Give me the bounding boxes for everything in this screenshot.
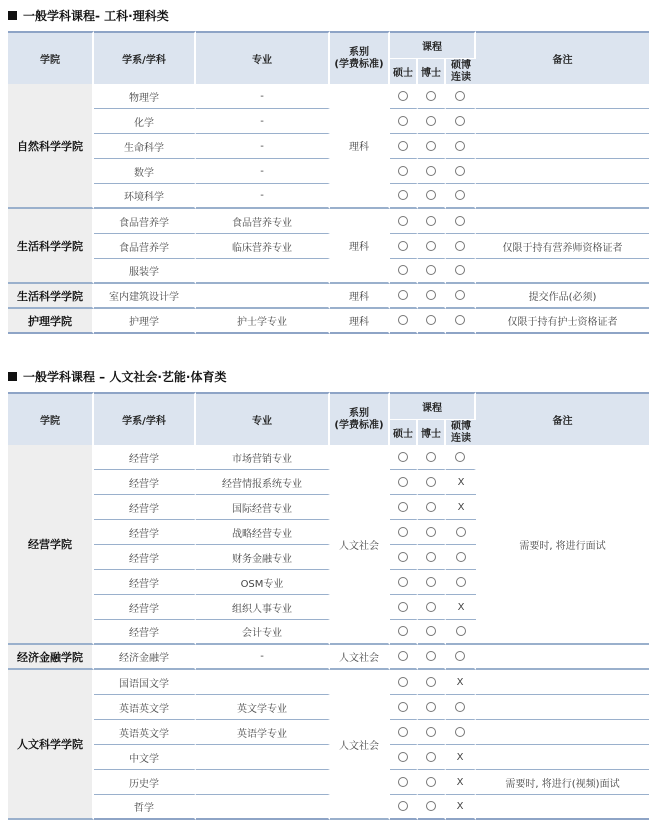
major-cell [196, 770, 330, 795]
category-cell: 理科 [330, 309, 390, 334]
master-cell [390, 259, 418, 284]
header-department: 学系/学科 [94, 392, 196, 445]
department-cell: 经营学 [94, 545, 196, 570]
department-cell: 室内建筑设计学 [94, 284, 196, 309]
circle-icon [398, 801, 408, 811]
circle-icon [455, 141, 465, 151]
remark-cell [476, 134, 649, 159]
circle-icon [426, 290, 436, 300]
major-cell: - [196, 645, 330, 670]
doctor-cell [418, 309, 446, 334]
department-cell: 历史学 [94, 770, 196, 795]
circle-icon [398, 315, 408, 325]
master-cell [390, 595, 418, 620]
combined-cell [446, 570, 476, 595]
circle-icon [455, 452, 465, 462]
major-cell: 财务金融专业 [196, 545, 330, 570]
circle-icon [426, 777, 436, 787]
table-row [8, 84, 649, 109]
header-combined-line1: 硕博 [451, 59, 471, 71]
circle-icon [398, 677, 408, 687]
major-cell: 国际经营专业 [196, 495, 330, 520]
master-cell [390, 670, 418, 695]
circle-icon [426, 801, 436, 811]
circle-icon [426, 577, 436, 587]
department-cell: 经营学 [94, 470, 196, 495]
master-cell [390, 234, 418, 259]
doctor-cell [418, 520, 446, 545]
category-cell: 理科 [330, 209, 390, 284]
circle-icon [455, 702, 465, 712]
combined-cell [446, 234, 476, 259]
circle-icon [398, 265, 408, 275]
doctor-cell [418, 284, 446, 309]
remark-cell [476, 645, 649, 670]
header-category-sub: (学费标准) [334, 58, 384, 70]
major-cell: - [196, 84, 330, 109]
remark-cell [476, 184, 649, 209]
header-master: 硕士 [390, 419, 418, 445]
circle-icon [455, 190, 465, 200]
doctor-cell [418, 720, 446, 745]
circle-icon [426, 315, 436, 325]
circle-icon [426, 752, 436, 762]
remark-cell: 仅限于持有营养师资格证者 [476, 234, 649, 259]
circle-icon [426, 727, 436, 737]
table-row [8, 795, 649, 820]
circle-icon [426, 527, 436, 537]
header-college: 学院 [8, 392, 94, 445]
table-row [8, 645, 649, 670]
circle-icon [398, 527, 408, 537]
header-courses: 课程 [390, 392, 476, 419]
circle-icon [426, 166, 436, 176]
department-cell: 经营学 [94, 620, 196, 645]
department-cell: 经营学 [94, 570, 196, 595]
department-cell: 经营学 [94, 445, 196, 470]
major-cell: - [196, 184, 330, 209]
master-cell [390, 520, 418, 545]
circle-icon [455, 166, 465, 176]
major-cell: - [196, 109, 330, 134]
table-row [8, 209, 649, 234]
combined-cell [446, 84, 476, 109]
college-name: 人文科学学院 [8, 670, 94, 820]
department-cell: 经营学 [94, 520, 196, 545]
x-mark: X [456, 751, 464, 763]
header-combined [446, 58, 476, 84]
circle-icon [426, 190, 436, 200]
circle-icon [398, 190, 408, 200]
major-cell [196, 284, 330, 309]
section-title-humanities: 一般学科课程 – 人文社会·艺能·体育类 [8, 367, 226, 387]
department-cell: 数学 [94, 159, 196, 184]
table-row [8, 284, 649, 309]
circle-icon [398, 216, 408, 226]
header-remarks: 备注 [476, 392, 649, 445]
combined-cell [446, 745, 476, 770]
table-row [8, 670, 649, 695]
category-cell: 理科 [330, 84, 390, 209]
master-cell [390, 795, 418, 820]
department-cell: 环境科学 [94, 184, 196, 209]
circle-icon [398, 752, 408, 762]
circle-icon [398, 452, 408, 462]
combined-cell [446, 770, 476, 795]
master-cell [390, 620, 418, 645]
category-cell: 人文社会 [330, 670, 390, 820]
table-row [8, 159, 649, 184]
combined-cell [446, 695, 476, 720]
college-name: 经营学院 [8, 445, 94, 645]
circle-icon [426, 502, 436, 512]
doctor-cell [418, 84, 446, 109]
x-mark: X [457, 476, 465, 488]
circle-icon [456, 527, 466, 537]
department-cell: 哲学 [94, 795, 196, 820]
remark-cell: 仅限于持有护士资格证者 [476, 309, 649, 334]
major-cell: 市场营销专业 [196, 445, 330, 470]
master-cell [390, 445, 418, 470]
combined-cell [446, 495, 476, 520]
header-college: 学院 [8, 31, 94, 84]
table-row [8, 770, 649, 795]
x-mark: X [456, 801, 464, 812]
circle-icon [398, 502, 408, 512]
master-cell [390, 84, 418, 109]
circle-icon [455, 241, 465, 251]
master-cell [390, 209, 418, 234]
remark-cell [476, 109, 649, 134]
department-cell: 物理学 [94, 84, 196, 109]
circle-icon [426, 216, 436, 226]
section-title-science: 一般学科课程- 工科·理科类 [8, 6, 169, 26]
header-category-sub: (学费标准) [334, 419, 384, 431]
combined-cell [446, 159, 476, 184]
table-row [8, 309, 649, 334]
header-master: 硕士 [390, 58, 418, 84]
circle-icon [398, 477, 408, 487]
table-row [8, 109, 649, 134]
combined-cell [446, 259, 476, 284]
remark-cell [476, 209, 649, 234]
major-cell [196, 795, 330, 820]
header-category [330, 31, 390, 84]
circle-icon [456, 577, 466, 587]
circle-icon [426, 477, 436, 487]
major-cell: - [196, 159, 330, 184]
circle-icon [426, 116, 436, 126]
master-cell [390, 720, 418, 745]
major-cell [196, 259, 330, 284]
table-row [8, 445, 649, 470]
circle-icon [455, 216, 465, 226]
major-cell: OSM专业 [196, 570, 330, 595]
combined-cell [446, 595, 476, 620]
doctor-cell [418, 745, 446, 770]
circle-icon [455, 727, 465, 737]
category-cell: 人文社会 [330, 445, 390, 645]
circle-icon [398, 166, 408, 176]
major-cell: 组织人事专业 [196, 595, 330, 620]
college-name: 生活科学学院 [8, 284, 94, 309]
header-combined-line2: 连读 [451, 71, 471, 83]
doctor-cell [418, 445, 446, 470]
combined-cell [446, 184, 476, 209]
circle-icon [398, 702, 408, 712]
remark-cell [476, 795, 649, 820]
circle-icon [398, 290, 408, 300]
college-name: 护理学院 [8, 309, 94, 334]
circle-icon [456, 552, 466, 562]
table-row [8, 695, 649, 720]
header-combined-line2: 连读 [451, 432, 471, 444]
circle-icon [426, 626, 436, 636]
doctor-cell [418, 259, 446, 284]
master-cell [390, 109, 418, 134]
master-cell [390, 570, 418, 595]
doctor-cell [418, 234, 446, 259]
major-cell: 食品营养专业 [196, 209, 330, 234]
circle-icon [398, 651, 408, 661]
master-cell [390, 134, 418, 159]
doctor-cell [418, 570, 446, 595]
combined-cell [446, 309, 476, 334]
doctor-cell [418, 620, 446, 645]
circle-icon [398, 552, 408, 562]
college-name: 生活科学学院 [8, 209, 94, 284]
remark-cell [476, 259, 649, 284]
header-major: 专业 [196, 392, 330, 445]
circle-icon [426, 552, 436, 562]
x-mark: X [457, 501, 465, 513]
doctor-cell [418, 109, 446, 134]
header-category-label: 系别 [349, 407, 369, 419]
department-cell: 服装学 [94, 259, 196, 284]
x-mark: X [456, 776, 464, 788]
circle-icon [455, 315, 465, 325]
master-cell [390, 284, 418, 309]
master-cell [390, 159, 418, 184]
doctor-cell [418, 184, 446, 209]
circle-icon [398, 777, 408, 787]
header-combined-line1: 硕博 [451, 420, 471, 432]
circle-icon [398, 727, 408, 737]
remark-cell: 需要时, 将进行面试 [476, 445, 649, 645]
department-cell: 英语英文学 [94, 720, 196, 745]
doctor-cell [418, 134, 446, 159]
table-row [8, 259, 649, 284]
master-cell [390, 745, 418, 770]
category-cell: 人文社会 [330, 645, 390, 670]
major-cell [196, 670, 330, 695]
major-cell [196, 745, 330, 770]
combined-cell [446, 620, 476, 645]
major-cell: 会计专业 [196, 620, 330, 645]
circle-icon [398, 241, 408, 251]
major-cell: 经营情报系统专业 [196, 470, 330, 495]
combined-cell [446, 134, 476, 159]
header-doctor: 博士 [418, 58, 446, 84]
remark-cell [476, 745, 649, 770]
remark-cell [476, 670, 649, 695]
circle-icon [426, 452, 436, 462]
circle-icon [398, 626, 408, 636]
department-cell: 经营学 [94, 595, 196, 620]
circle-icon [398, 602, 408, 612]
combined-cell [446, 470, 476, 495]
circle-icon [426, 265, 436, 275]
doctor-cell [418, 670, 446, 695]
college-name: 自然科学学院 [8, 84, 94, 209]
circle-icon [426, 702, 436, 712]
department-cell: 食品营养学 [94, 234, 196, 259]
master-cell [390, 545, 418, 570]
doctor-cell [418, 545, 446, 570]
doctor-cell [418, 159, 446, 184]
header-combined [446, 419, 476, 445]
science-program-table [8, 31, 649, 334]
combined-cell [446, 795, 476, 820]
x-mark: X [457, 601, 465, 613]
circle-icon [456, 626, 466, 636]
header-category [330, 392, 390, 445]
circle-icon [455, 651, 465, 661]
major-cell: 战略经营专业 [196, 520, 330, 545]
department-cell: 化学 [94, 109, 196, 134]
department-cell: 经济金融学 [94, 645, 196, 670]
header-department: 学系/学科 [94, 31, 196, 84]
doctor-cell [418, 645, 446, 670]
header-remarks: 备注 [476, 31, 649, 84]
combined-cell [446, 109, 476, 134]
doctor-cell [418, 695, 446, 720]
remark-cell [476, 159, 649, 184]
master-cell [390, 645, 418, 670]
square-bullet-icon [8, 372, 17, 381]
circle-icon [455, 290, 465, 300]
circle-icon [455, 91, 465, 101]
combined-cell [446, 720, 476, 745]
circle-icon [398, 116, 408, 126]
header-doctor: 博士 [418, 419, 446, 445]
remark-cell [476, 695, 649, 720]
department-cell: 国语国文学 [94, 670, 196, 695]
combined-cell [446, 645, 476, 670]
circle-icon [426, 141, 436, 151]
major-cell: 英语学专业 [196, 720, 330, 745]
circle-icon [426, 241, 436, 251]
major-cell: 临床营养专业 [196, 234, 330, 259]
header-major: 专业 [196, 31, 330, 84]
major-cell: 护士学专业 [196, 309, 330, 334]
x-mark: X [456, 676, 464, 688]
doctor-cell [418, 495, 446, 520]
doctor-cell [418, 209, 446, 234]
category-cell: 理科 [330, 284, 390, 309]
department-cell: 生命科学 [94, 134, 196, 159]
doctor-cell [418, 595, 446, 620]
remark-cell: 需要时, 将进行(视频)面试 [476, 770, 649, 795]
circle-icon [455, 116, 465, 126]
major-cell: - [196, 134, 330, 159]
major-cell: 英文学专业 [196, 695, 330, 720]
master-cell [390, 695, 418, 720]
circle-icon [398, 141, 408, 151]
combined-cell [446, 209, 476, 234]
department-cell: 经营学 [94, 495, 196, 520]
circle-icon [398, 577, 408, 587]
circle-icon [398, 91, 408, 101]
circle-icon [426, 677, 436, 687]
combined-cell [446, 284, 476, 309]
combined-cell [446, 670, 476, 695]
header-courses: 课程 [390, 31, 476, 58]
master-cell [390, 495, 418, 520]
combined-cell [446, 545, 476, 570]
remark-cell: 提交作品(必须) [476, 284, 649, 309]
table-row [8, 720, 649, 745]
master-cell [390, 184, 418, 209]
table-row [8, 184, 649, 209]
circle-icon [426, 91, 436, 101]
circle-icon [426, 651, 436, 661]
remark-cell [476, 84, 649, 109]
doctor-cell [418, 795, 446, 820]
remark-cell [476, 720, 649, 745]
master-cell [390, 309, 418, 334]
master-cell [390, 470, 418, 495]
department-cell: 中文学 [94, 745, 196, 770]
department-cell: 英语英文学 [94, 695, 196, 720]
table-row [8, 234, 649, 259]
circle-icon [455, 265, 465, 275]
table-row [8, 745, 649, 770]
combined-cell [446, 520, 476, 545]
doctor-cell [418, 770, 446, 795]
department-cell: 食品营养学 [94, 209, 196, 234]
circle-icon [426, 602, 436, 612]
master-cell [390, 770, 418, 795]
college-name: 经济金融学院 [8, 645, 94, 670]
department-cell: 护理学 [94, 309, 196, 334]
header-category-label: 系别 [349, 46, 369, 58]
table-row [8, 134, 649, 159]
humanities-program-table [8, 392, 649, 820]
square-bullet-icon [8, 11, 17, 20]
doctor-cell [418, 470, 446, 495]
combined-cell [446, 445, 476, 470]
